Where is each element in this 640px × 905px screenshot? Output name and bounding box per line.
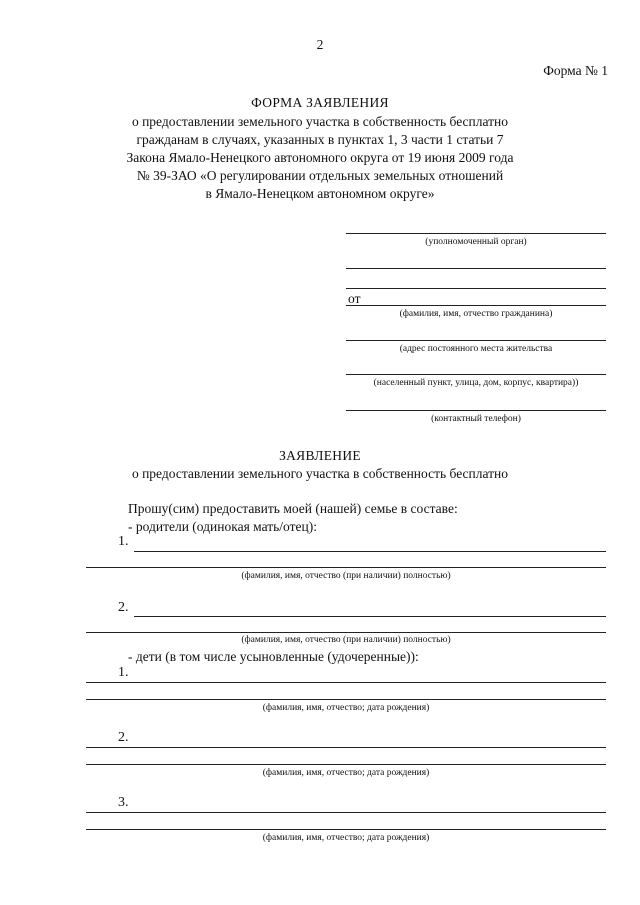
title-line-4: № 39-ЗАО «О регулировании отдельных земельных отношений	[136, 168, 504, 183]
from-field-top[interactable]	[346, 288, 606, 289]
child-3-field-2[interactable]	[86, 829, 606, 830]
child-1-field-2[interactable]	[86, 699, 606, 700]
from-label: от	[348, 291, 361, 306]
parent-1-field-2[interactable]	[86, 567, 606, 568]
parent-2-field[interactable]	[134, 616, 606, 617]
parent-1-field[interactable]	[134, 551, 606, 552]
child-2-field[interactable]	[86, 747, 606, 748]
address-detail-caption: (населенный пункт, улица, дом, корпус, квартира))	[373, 378, 579, 388]
statement-heading: ЗАЯВЛЕНИЕ	[279, 448, 361, 463]
authority-field[interactable]	[346, 233, 606, 234]
parent-1-caption: (фамилия, имя, отчество (при наличии) полностью)	[241, 571, 451, 581]
name-caption: (фамилия, имя, отчество гражданина)	[399, 309, 553, 319]
title-line-2: гражданам в случаях, указанных в пунктах 1, 3 части 1 статьи 7	[136, 132, 504, 147]
parents-label: - родители (одинокая мать/отец):	[128, 519, 317, 534]
address-field[interactable]	[346, 340, 606, 341]
title-line-5: в Ямало-Ненецком автономном округе»	[205, 186, 435, 201]
child-3-field[interactable]	[86, 812, 606, 813]
child-2-caption: (фамилия, имя, отчество; дата рождения)	[262, 768, 430, 778]
children-label: - дети (в том числе усыновленные (удочеренные)):	[128, 649, 419, 664]
parent-2-caption: (фамилия, имя, отчество (при наличии) полностью)	[241, 635, 451, 645]
parent-1-number: 1.	[118, 534, 129, 549]
statement-subheading: о предоставлении земельного участка в собственность бесплатно	[131, 466, 509, 481]
applicant-name-field[interactable]	[346, 305, 606, 306]
child-1-field[interactable]	[86, 682, 606, 683]
page-number: 2	[316, 37, 324, 52]
form-title: ФОРМА ЗАЯВЛЕНИЯ	[251, 95, 389, 110]
parent-2-number: 2.	[118, 600, 129, 615]
phone-caption: (контактный телефон)	[431, 414, 521, 424]
child-3-number: 3.	[118, 795, 129, 810]
title-line-3: Закона Ямало-Ненецкого автономного округа от 19 июня 2009 года	[126, 150, 514, 165]
parent-2-field-2[interactable]	[86, 632, 606, 633]
form-label: Форма № 1	[543, 63, 608, 78]
child-3-caption: (фамилия, имя, отчество; дата рождения)	[262, 833, 430, 843]
child-2-field-2[interactable]	[86, 764, 606, 765]
title-line-1: о предоставлении земельного участка в собственность бесплатно	[131, 114, 509, 129]
address-caption: (адрес постоянного места жительства	[399, 344, 553, 354]
address-detail-field[interactable]	[346, 374, 606, 375]
child-1-number: 1.	[118, 665, 129, 680]
authority-field-2[interactable]	[346, 268, 606, 269]
request-text: Прошу(сим) предоставить моей (нашей) семье в составе:	[128, 501, 458, 516]
child-2-number: 2.	[118, 730, 129, 745]
phone-field[interactable]	[346, 410, 606, 411]
authority-caption: (уполномоченный орган)	[425, 237, 527, 247]
child-1-caption: (фамилия, имя, отчество; дата рождения)	[262, 703, 430, 713]
